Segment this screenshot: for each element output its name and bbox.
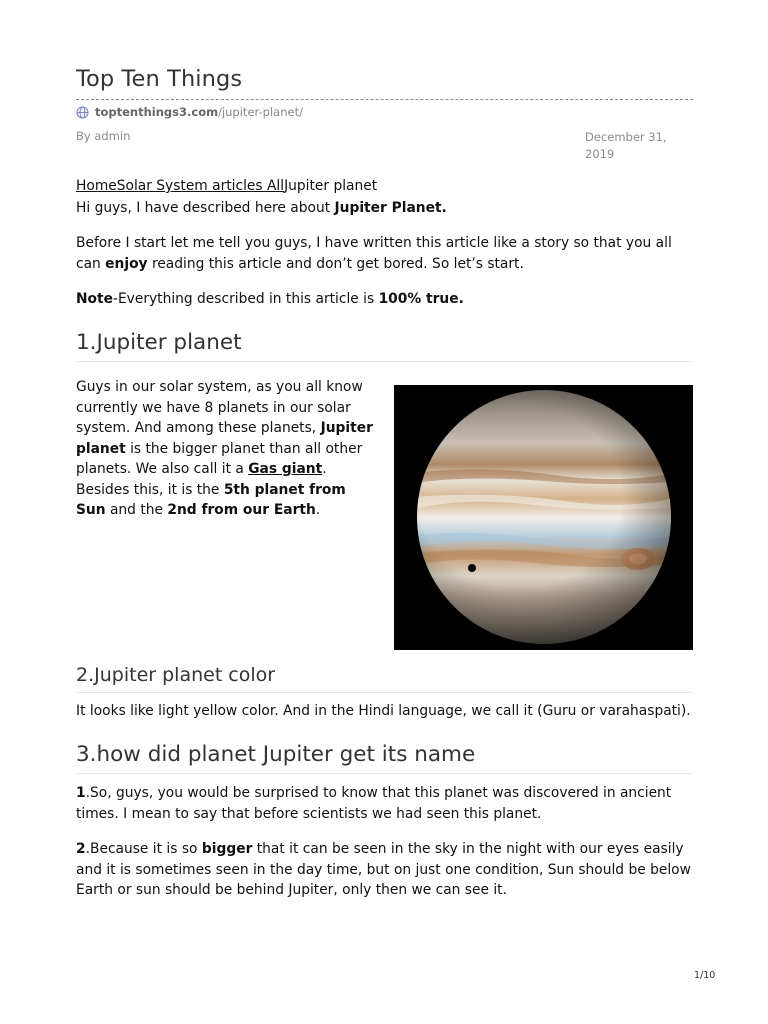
source-path: /jupiter-planet/ [218,105,303,119]
p1-text: .So, guys, you would be surprised to know that this planet was discovered in ancient times. I mean to say that before scientists we had seen this planet. [76,785,672,822]
breadcrumb-current: Jupiter planet [284,178,378,194]
s1-text-5: . [315,502,321,518]
s1-bold-3: 5th planet from Sun [76,481,346,518]
gas-giant-link[interactable]: Gas giant [248,461,323,477]
before-text-2: reading this article and don’t get bored. So let’s start. [147,255,524,272]
section-1-paragraph [76,377,376,521]
site-title: Top Ten Things [76,66,243,92]
breadcrumb [76,178,377,194]
note-bold: 100% true. [378,291,464,307]
s1-text-3: . Besides this, it is the [76,461,327,498]
before-paragraph [76,233,693,274]
source-domain: toptenthings3.com [95,105,219,119]
s1-bold-4: 2nd from our Earth [167,502,316,518]
p2-text-1: .Because it is so [85,841,202,857]
title-divider [76,99,693,100]
breadcrumb-category-link[interactable]: Solar System articles All [116,178,285,194]
date-line-1: December 31, [585,130,667,144]
section-3-paragraph-2 [76,839,693,901]
page-indicator: 1/10 [694,970,716,981]
intro-bold: Jupiter Planet. [334,200,447,216]
note-label: Note [76,291,113,307]
section-3-paragraph-1 [76,783,693,824]
s1-text-2: is the bigger planet than all other planets. We also call it a [76,440,363,477]
note-paragraph [76,289,693,310]
before-text-1: Before I start let me tell you guys, I have written this article like a story so that you all can [76,235,672,272]
breadcrumb-home-link[interactable]: Home [76,178,117,194]
byline: By admin [76,129,131,143]
section-heading-1: 1.Jupiter planet [76,330,693,362]
globe-icon [76,106,89,119]
s1-bold-1: Jupiter planet [76,420,373,457]
before-bold: enjoy [105,255,148,272]
s1-text-1: Guys in our solar system, as you all know currently we have 8 planets in our solar system. And among these planets, [76,379,363,436]
intro-paragraph [76,198,693,219]
note-text: -Everything described in this article is [112,291,379,307]
section-2-paragraph: It looks like light yellow color. And in the Hindi language, we call it (Guru or varahaspati). [76,703,691,719]
jupiter-image [394,385,693,650]
publish-date [585,129,685,163]
section-heading-2: 2.Jupiter planet color [76,664,693,693]
p1-number: 1 [76,785,86,801]
p2-bold: bigger [201,841,253,857]
jupiter-illustration [394,385,693,650]
s1-text-4: and the [105,502,168,518]
intro-text: Hi guys, I have described here about [76,200,335,216]
p2-number: 2 [76,841,86,857]
source-url[interactable] [76,105,303,119]
p2-text-2: that it can be seen in the sky in the night with our eyes easily and it is sometimes seen in the day time, but on just one condition, Sun should be below Earth or sun should be behind Jupiter, only then we can see it. [76,841,691,898]
section-heading-3: 3.how did planet Jupiter get its name [76,742,693,774]
date-line-2: 2019 [585,147,615,161]
